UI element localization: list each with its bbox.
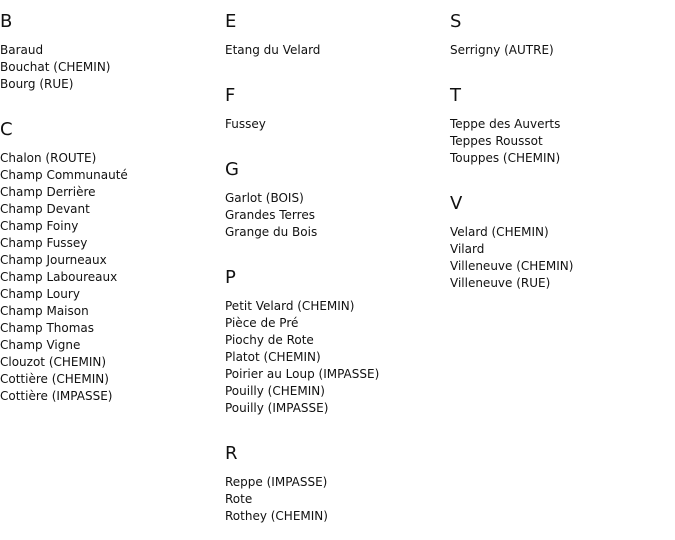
letter-heading: R [225, 443, 238, 464]
street-link-champ-devant[interactable]: Champ Devant [0, 202, 90, 216]
street-link-bourg-rue[interactable]: Bourg (RUE) [0, 77, 74, 91]
letter-heading: F [225, 85, 236, 106]
street-list [0, 150, 225, 405]
street-link-piochy-de-rote[interactable]: Piochy de Rote [225, 333, 314, 347]
letter-heading: T [450, 85, 461, 106]
street-link-cottiere-chemin[interactable]: Cottière (CHEMIN) [0, 372, 109, 386]
index-column-2 [225, 0, 450, 540]
street-link-reppe-impasse[interactable]: Reppe (IMPASSE) [225, 475, 328, 489]
street-link-rote[interactable]: Rote [225, 492, 253, 506]
street-link-vilard[interactable]: Vilard [450, 242, 485, 256]
street-link-champ-derriere[interactable]: Champ Derrière [0, 185, 96, 199]
letter-group-p [225, 256, 450, 417]
street-link-piece-de-pre[interactable]: Pièce de Pré [225, 316, 299, 330]
letter-group-c [0, 108, 225, 405]
street-link-teppe-des-auverts[interactable]: Teppe des Auverts [450, 117, 561, 131]
street-link-bouchat-chemin[interactable]: Bouchat (CHEMIN) [0, 60, 111, 74]
street-list [225, 474, 450, 525]
street-link-pouilly-impasse[interactable]: Pouilly (IMPASSE) [225, 401, 329, 415]
street-link-grange-du-bois[interactable]: Grange du Bois [225, 225, 318, 239]
letter-heading: E [225, 11, 237, 32]
street-link-cottiere-impasse[interactable]: Cottière (IMPASSE) [0, 389, 113, 403]
street-link-champ-fussey[interactable]: Champ Fussey [0, 236, 88, 250]
street-list [450, 42, 675, 59]
street-link-grandes-terres[interactable]: Grandes Terres [225, 208, 315, 222]
letter-group-r [225, 432, 450, 525]
street-link-petit-velard-chemin[interactable]: Petit Velard (CHEMIN) [225, 299, 355, 313]
letter-group-e [225, 0, 450, 59]
street-link-villeneuve-chemin[interactable]: Villeneuve (CHEMIN) [450, 259, 574, 273]
street-link-champ-foiny[interactable]: Champ Foiny [0, 219, 79, 233]
street-link-garlot-bois[interactable]: Garlot (BOIS) [225, 191, 304, 205]
street-link-chalon-route[interactable]: Chalon (ROUTE) [0, 151, 97, 165]
street-list [225, 42, 450, 59]
street-link-champ-loury[interactable]: Champ Loury [0, 287, 80, 301]
street-link-champ-vigne[interactable]: Champ Vigne [0, 338, 81, 352]
street-link-champ-journeaux[interactable]: Champ Journeaux [0, 253, 107, 267]
letter-heading: S [450, 11, 462, 32]
street-list [450, 224, 675, 292]
street-link-teppes-roussot[interactable]: Teppes Roussot [450, 134, 543, 148]
street-link-serrigny-autre[interactable]: Serrigny (AUTRE) [450, 43, 554, 57]
street-link-baraud[interactable]: Baraud [0, 43, 44, 57]
index-column-3 [450, 0, 675, 307]
letter-heading: V [450, 193, 463, 214]
letter-group-f [225, 74, 450, 133]
index-column-1 [0, 0, 225, 420]
street-link-etang-du-velard[interactable]: Etang du Velard [225, 43, 321, 57]
street-link-clouzot-chemin[interactable]: Clouzot (CHEMIN) [0, 355, 107, 369]
street-list [225, 190, 450, 241]
street-link-villeneuve-rue[interactable]: Villeneuve (RUE) [450, 276, 551, 290]
letter-group-t [450, 74, 675, 167]
street-link-champ-maison[interactable]: Champ Maison [0, 304, 89, 318]
street-link-champ-laboureaux[interactable]: Champ Laboureaux [0, 270, 118, 284]
street-list [225, 116, 450, 133]
street-link-velard-chemin[interactable]: Velard (CHEMIN) [450, 225, 549, 239]
letter-heading: P [225, 267, 236, 288]
street-link-champ-thomas[interactable]: Champ Thomas [0, 321, 95, 335]
letter-group-g [225, 148, 450, 241]
street-link-platot-chemin[interactable]: Platot (CHEMIN) [225, 350, 321, 364]
letter-heading: B [0, 11, 13, 32]
street-list [450, 116, 675, 167]
letter-group-b [0, 0, 225, 93]
street-list [0, 42, 225, 93]
street-link-pouilly-chemin[interactable]: Pouilly (CHEMIN) [225, 384, 325, 398]
street-link-rothey-chemin[interactable]: Rothey (CHEMIN) [225, 509, 328, 523]
street-list [225, 298, 450, 417]
street-link-touppes-chemin[interactable]: Touppes (CHEMIN) [450, 151, 561, 165]
street-link-poirier-au-loup-impasse[interactable]: Poirier au Loup (IMPASSE) [225, 367, 380, 381]
letter-group-v [450, 182, 675, 292]
street-link-champ-communaute[interactable]: Champ Communauté [0, 168, 128, 182]
street-link-fussey[interactable]: Fussey [225, 117, 266, 131]
letter-heading: C [0, 119, 13, 140]
letter-group-s [450, 0, 675, 59]
letter-heading: G [225, 159, 239, 180]
